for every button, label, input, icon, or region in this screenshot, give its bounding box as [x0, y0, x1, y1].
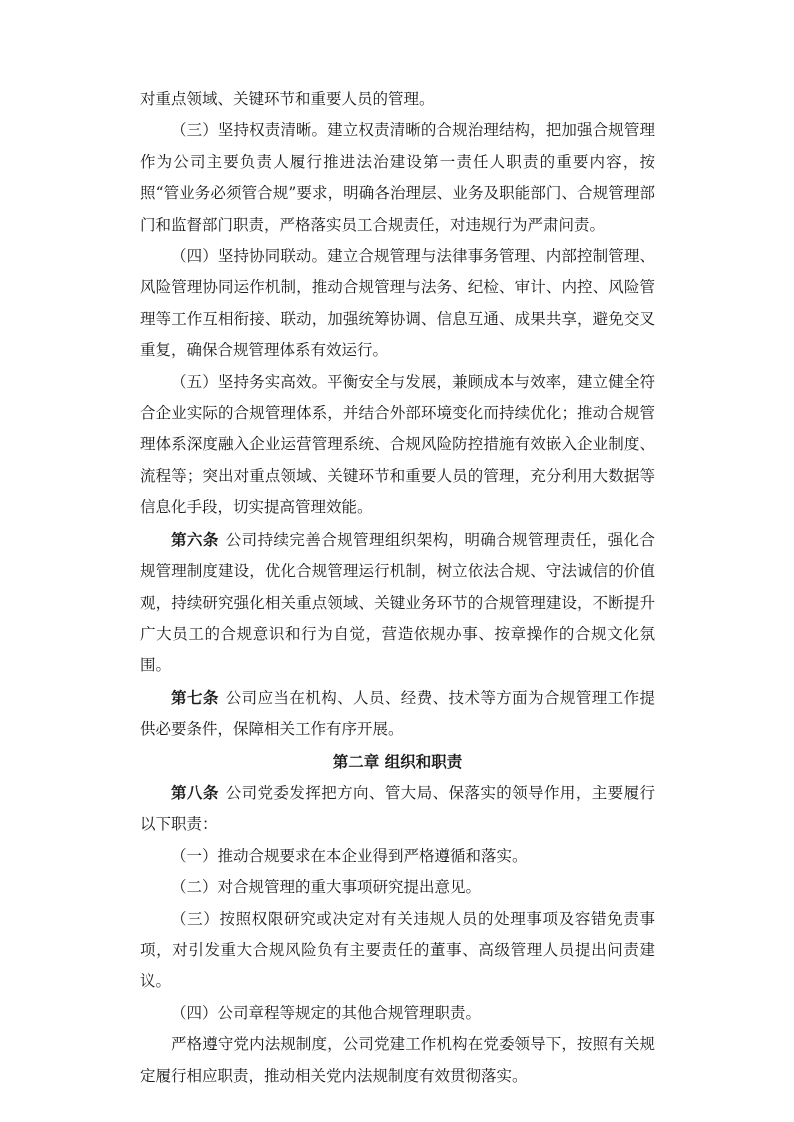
- paragraph: （三）按照权限研究或决定对有关违规人员的处理事项及容错免责事项，对引发重大合规风险负有主要责任的董事、高级管理人员提出问责建议。: [140, 909, 655, 991]
- article-number: 第六条: [171, 529, 219, 549]
- article-number: 第七条: [171, 687, 219, 707]
- paragraph: （三）坚持权责清晰。建立权责清晰的合规治理结构，把加强合规管理作为公司主要负责人履行推进法治建设第一责任人职责的重要内容，按照“管业务必须管合规”要求，明确各治理层、业务及职能部门、合规管理部门和监督部门职责，严格落实员工合规责任，对违规行为严肃问责。: [140, 121, 655, 234]
- paragraph: 第八条 公司党委发挥把方向、管大局、保落实的领导作用，主要履行以下职责：: [140, 782, 655, 834]
- document-body: [140, 84, 655, 1092]
- paragraph: （五）坚持务实高效。平衡安全与发展，兼顾成本与效率，建立健全符合企业实际的合规管理体系，并结合外部环境变化而持续优化；推动合规管理体系深度融入企业运营管理系统、合规风险防控措施有效嵌入企业制度、流程等；突出对重点领域、关键环节和重要人员的管理，充分利用大数据等信息化手段，切实提高管理效能。: [140, 372, 655, 517]
- article-number: 第八条: [171, 782, 219, 802]
- chapter-heading: 第二章 组织和职责: [332, 751, 463, 771]
- paragraph: （四）坚持协同联动。建立合规管理与法律事务管理、内部控制管理、风险管理协同运作机制，推动合规管理与法务、纪检、审计、内控、风险管理等工作互相衔接、联动，加强统筹协调、信息互通、成果共享，避免交叉重复，确保合规管理体系有效运行。: [140, 247, 655, 360]
- paragraph: 第七条 公司应当在机构、人员、经费、技术等方面为合规管理工作提供必要条件，保障相关工作有序开展。: [140, 687, 655, 739]
- paragraph: 第六条 公司持续完善合规管理组织架构，明确合规管理责任，强化合规管理制度建设，优化合规管理运行机制，树立依法合规、守法诚信的价值观，持续研究强化相关重点领域、关键业务环节的合规管理建设，不断提升广大员工的合规意识和行为自觉，营造依规办事、按章操作的合规文化氛围。: [140, 529, 655, 675]
- paragraph: （二）对合规管理的重大事项研究提出意见。: [171, 878, 482, 897]
- paragraph: （四）公司章程等规定的其他合规管理职责。: [171, 1003, 482, 1022]
- paragraph: 严格遵守党内法规制度，公司党建工作机构在党委领导下，按照有关规定履行相应职责，推动相关党内法规制度有效贯彻落实。: [140, 1035, 655, 1085]
- paragraph: （一）推动合规要求在本企业得到严格遵循和落实。: [171, 846, 528, 865]
- paragraph: 对重点领域、关键环节和重要人员的管理。: [140, 90, 435, 108]
